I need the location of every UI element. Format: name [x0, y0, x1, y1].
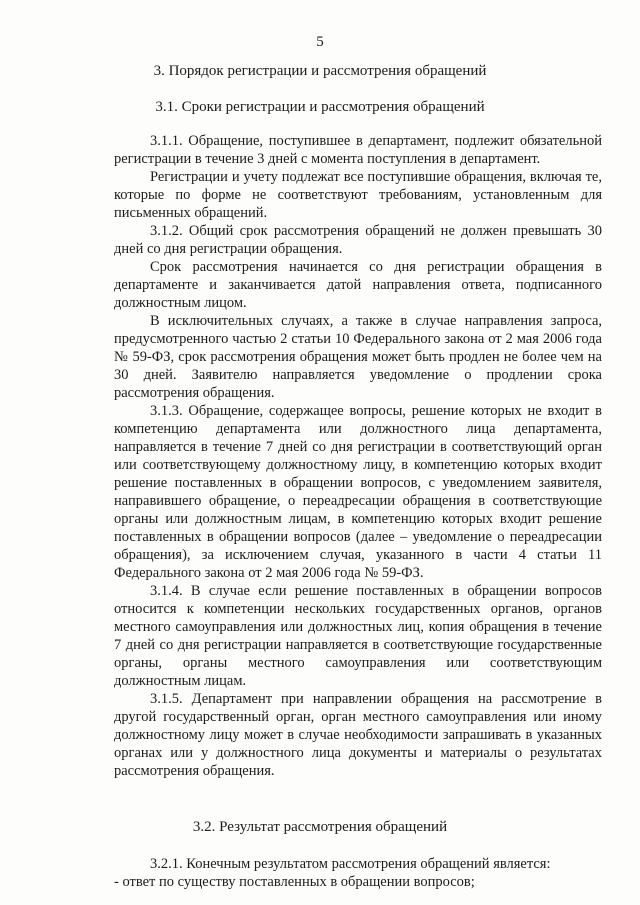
section-heading: 3. Порядок регистрации и рассмотрения обращений — [153, 63, 487, 79]
paragraph-3-1-3: 3.1.3. Обращение, содержащее вопросы, решение которых не входит в компетенцию департамента или должностного лица департамента, направляется в течение 7 дней со дня регистрации в соответствующий орган или соответствующему должностному лицу, в компетенцию которых входит решение поставленных в обращении вопросов, с уведомлением заявителя, направившего обращение, о переадресации обращения в соответствующие органы или должностным лицам, в компетенцию которых входит решение поставленных в обращении вопросов (далее – уведомление о переадресации обращения), за исключением случая, указанного в части 4 статьи 11 Федерального закона от 2 мая 2006 года № 59-ФЗ. — [114, 403, 602, 581]
paragraph-3-1-5: 3.1.5. Департамент при направлении обращения на рассмотрение в другой государственный орган, орган местного самоуправления или иному должностному лицу может в случае необходимости запрашивать в указанных органах или у должностного лица документы и материалы о результатах рассмотрения обращения. — [114, 691, 602, 779]
subsection-heading-2: 3.2. Результат рассмотрения обращений — [192, 819, 448, 835]
paragraph-registration-scope: Регистрации и учету подлежат все поступившие обращения, включая те, которые по форме не соответствуют требованиям, установленным для письменных обращений. — [114, 169, 602, 221]
paragraph-3-1-1: 3.1.1. Обращение, поступившее в департамент, подлежит обязательной регистрации в течение 3 дней с момента поступления в департамент. — [114, 133, 602, 167]
subsection-heading-1: 3.1. Сроки регистрации и рассмотрения обращений — [155, 99, 485, 115]
paragraph-3-1-4: 3.1.4. В случае если решение поставленных в обращении вопросов относится к компетенции нескольких государственных органов, органов местного самоуправления или должностных лиц, копия обращения в течение 7 дней со дня регистрации направляется в соответствующие государственные органы, органы местного самоуправления или соответствующим должностным лицам. — [114, 583, 602, 689]
page-number: 5 — [316, 34, 324, 50]
paragraph-term-start: Срок рассмотрения начинается со дня регистрации обращения в департаменте и заканчивается датой направления ответа, подписанного должностным лицом. — [114, 259, 602, 311]
subsection-1-body — [114, 132, 602, 780]
list-item-answer: - ответ по существу поставленных в обращении вопросов; — [114, 874, 475, 890]
subsection-2-body — [114, 855, 602, 891]
paragraph-exceptional-cases: В исключительных случаях, а также в случае направления запроса, предусмотренного частью 2 статьи 10 Федерального закона от 2 мая 2006 года № 59-ФЗ, срок рассмотрения обращения может быть продлен не более чем на 30 дней. Заявителю направляется уведомление о продлении срока рассмотрения обращения. — [114, 313, 602, 401]
paragraph-3-1-2: 3.1.2. Общий срок рассмотрения обращений не должен превышать 30 дней со дня регистрации обращения. — [114, 223, 602, 257]
paragraph-3-2-1: 3.2.1. Конечным результатом рассмотрения обращений является: — [150, 856, 551, 872]
